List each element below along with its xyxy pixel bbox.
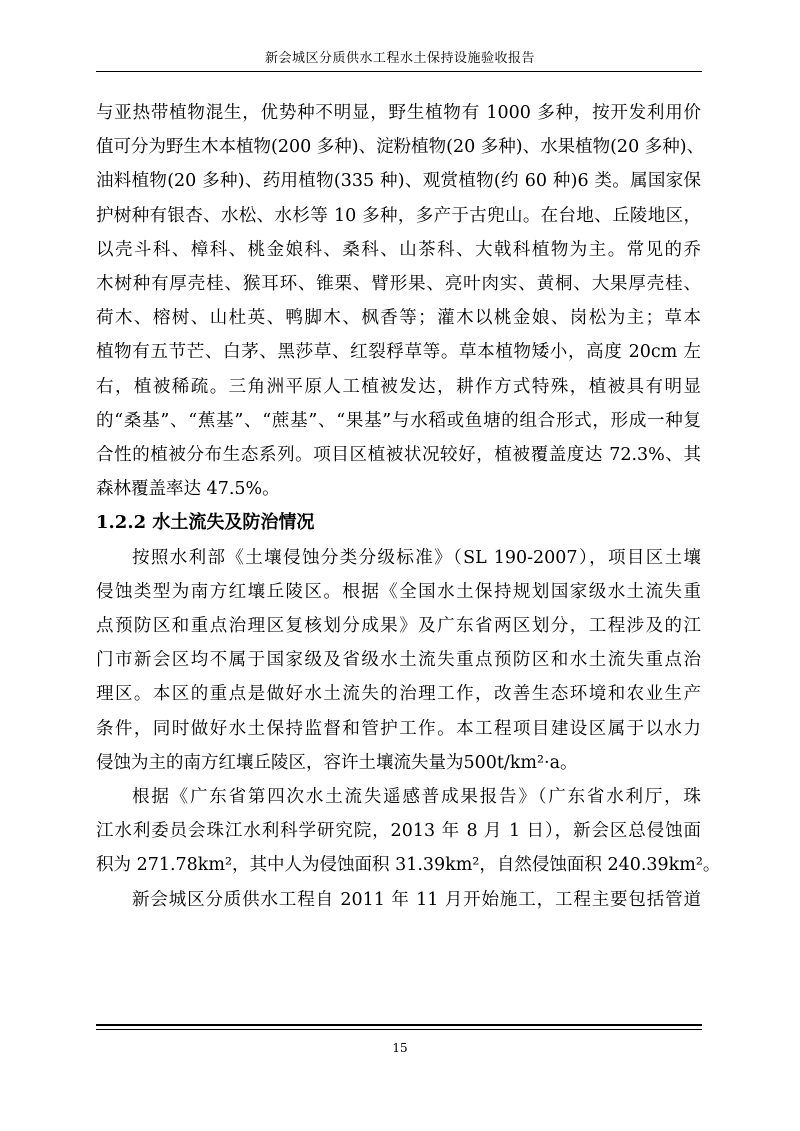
running-header: 新会城区分质供水工程水土保持设施验收报告 — [264, 51, 535, 66]
section-heading: 1.2.2 水土流失及防治情况 — [96, 512, 315, 534]
paragraph-line: 护树种有银杏、水松、水杉等 10 多种，多产于古兜山。在台地、丘陵地区， — [96, 205, 701, 226]
paragraph-line: 右，植被稀疏。三角洲平原人工植被发达，耕作方式特殊，植被具有明显 — [96, 376, 701, 397]
paragraph-line: 新会城区分质供水工程自 2011 年 11 月开始施工，工程主要包括管道 — [132, 889, 701, 910]
paragraph-line: 与亚热带植物混生，优势种不明显，野生植物有 1000 多种，按开发利用价 — [96, 103, 701, 123]
paragraph-line: 积为 271.78km²，其中人为侵蚀面积 31.39km²，自然侵蚀面积 240.39km²。 — [96, 855, 721, 876]
paragraph-line: 荷木、榕树、山杜英、鸭脚木、枫香等；灌木以桃金娘、岗松为主；草本 — [96, 308, 701, 329]
footer-divider-thin — [96, 1029, 702, 1030]
paragraph-line: 植物有五节芒、白茅、黑莎草、红裂稃草等。草本植物矮小，高度 20cm 左 — [96, 342, 701, 363]
paragraph-line: 的“桑基”、“蕉基”、“蔗基”、“果基”与水稻或鱼塘的组合形式，形成一种复 — [96, 410, 701, 431]
header-divider — [96, 71, 702, 72]
paragraph-line: 按照水利部《土壤侵蚀分类分级标准》（SL 190-2007），项目区土壤 — [132, 547, 701, 568]
paragraph-line: 森林覆盖率达 47.5%。 — [96, 479, 280, 500]
paragraph-line: 侵蚀类型为南方红壤丘陵区。根据《全国水土保持规划国家级水土流失重 — [96, 581, 701, 602]
page-number: 15 — [392, 1041, 408, 1055]
paragraph-line: 理区。本区的重点是做好水土流失的治理工作，改善生态环境和农业生产 — [96, 684, 701, 705]
paragraph-line: 合性的植被分布生态系列。项目区植被状况较好，植被覆盖度达 72.3%、其 — [96, 445, 701, 465]
footer-divider-thick — [96, 1024, 702, 1026]
paragraph-line: 江水利委员会珠江水利科学研究院，2013 年 8 月 1 日），新会区总侵蚀面 — [96, 821, 701, 842]
paragraph-line: 点预防区和重点治理区复核划分成果》及广东省两区划分，工程涉及的江 — [96, 616, 701, 636]
paragraph-line: 以壳斗科、樟科、桃金娘科、桑科、山茶科、大戟科植物为主。常见的乔 — [96, 239, 701, 260]
paragraph-line: 值可分为野生木本植物(200 多种)、淀粉植物(20 多种)、水果植物(20 多种)、 — [96, 137, 705, 158]
paragraph-line: 根据《广东省第四次水土流失遥感普成果报告》（广东省水利厅，珠 — [132, 787, 701, 807]
paragraph-line: 条件，同时做好水土保持监督和管护工作。本工程项目建设区属于以水力 — [96, 718, 701, 739]
paragraph-line: 油料植物(20 多种)、药用植物(335 种)、观赏植物(约 60 种)6 类。属国家保 — [96, 171, 701, 192]
paragraph-line: 侵蚀为主的南方红壤丘陵区，容许土壤流失量为500t/km²·a。 — [96, 752, 578, 773]
paragraph-line: 门市新会区均不属于国家级及省级水土流失重点预防区和水土流失重点治 — [96, 650, 701, 671]
paragraph-line: 木树种有厚壳桂、猴耳环、锥栗、臂形果、亮叶肉实、黄桐、大果厚壳桂、 — [96, 274, 701, 294]
